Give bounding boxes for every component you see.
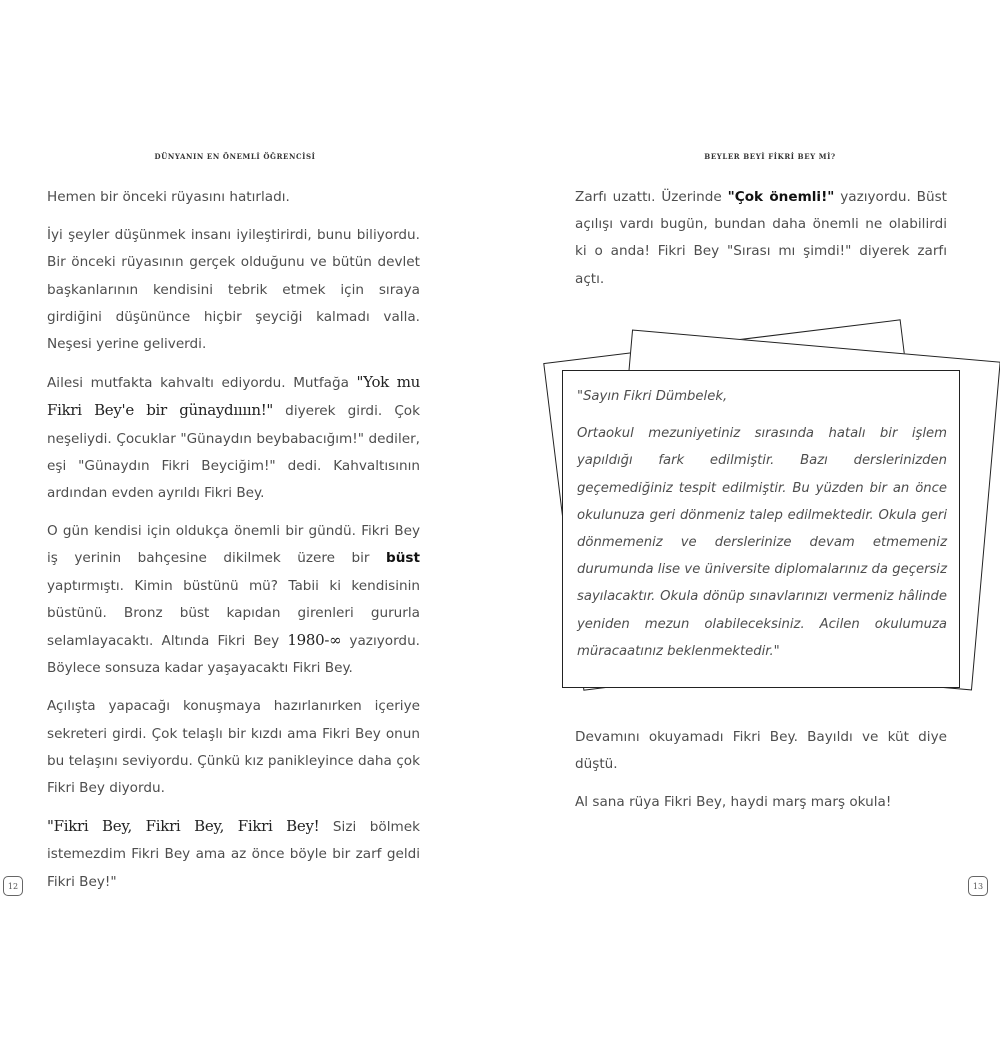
running-header-right: BEYLER BEYİ FİKRİ BEY Mİ? (704, 152, 836, 161)
paragraph-5: Açılışta yapacağı konuşmaya hazırlanırken içeriye sekreteri girdi. Çok telaşlı bir kızdı ama Fikri Bey onun bu telaşını seviyordu. Çünkü kız panikleyince daha çok Fikri Bey diyordu. (47, 698, 420, 797)
bust-inscription: 1980-∞ (287, 631, 342, 650)
paragraph-4-start: O gün kendisi için oldukça önemli bir gündü. Fikri Bey iş yerinin bahçesine dikilmek üzere bir (47, 523, 420, 567)
page-number-right: 13 (968, 876, 988, 896)
letter-salutation: "Sayın Fikri Dümbelek, (577, 389, 728, 404)
right-intro-text (575, 184, 947, 304)
paragraph-4-end: yazıyordu. Böylece sonsuza kadar yaşayacaktı Fikri Bey. (47, 633, 421, 677)
outro-paragraph-1: Devamını okuyamadı Fikri Bey. Bayıldı ve küt diye düştü. (575, 729, 947, 773)
right-page (500, 0, 1000, 1050)
letter-front-sheet (562, 370, 960, 688)
left-body-text (47, 184, 420, 907)
page-number-left: 12 (3, 876, 23, 896)
paragraph-3-end: diyerek girdi. Çok neşeliydi. Çocuklar "Günaydın beybabacığım!" dediler, eşi "Günaydın Fikri Beyciğim!" dedi. Kahvaltısının ardından evden ayrıldı Fikri Bey. (47, 403, 420, 502)
paragraph-1: Hemen bir önceki rüyasını hatırladı. (47, 189, 290, 205)
outro-paragraph-2: Al sana rüya Fikri Bey, haydi marş marş okula! (575, 794, 892, 811)
paragraph-4-middle: yaptırmıştı. Kimin büstünü mü? Tabii ki kendisinin büstünü. Bronz büst kapıdan girenleri gururla selamlayacaktı. Altında Fikri Bey (47, 577, 420, 650)
paragraph-6 (47, 813, 420, 896)
paragraph-3-start: Ailesi mutfakta kahvaltı ediyordu. Mutfağa (47, 375, 357, 392)
secretary-exclamation: "Fikri Bey, Fikri Bey, Fikri Bey! (47, 817, 320, 836)
running-header-left: DÜNYANIN EN ÖNEMLİ ÖĞRENCİSİ (154, 152, 316, 161)
envelope-label: "Çok önemli!" (727, 189, 835, 205)
paragraph-3 (47, 369, 420, 507)
intro-start: Zarfı uzattı. Üzerinde (575, 189, 728, 205)
paragraph-6-end: Sizi bölmek istemezdim Fikri Bey ama az önce böyle bir zarf geldi Fikri Bey!" (47, 819, 420, 890)
letter-body: Ortaokul mezuniyetiniz sırasında hatalı bir işlem yapıldığı fark edilmiştir. Bazı derslerinizden geçemediğiniz tespit edilmiştir. Bu yüzden bir an önce okulunuza geri dönmeniz talep edilmektedir. Okula geri dönmemeniz ve derslerinize devam etmemeniz durumunda lise ve üniversite diplomalarınız da geçersiz sayılacaktır. Okula dönüp sınavlarınızı vermeniz hâlinde yeniden mezun olabileceksiniz. Acilen okulumuza müracaatınız beklenmektedir." (577, 426, 947, 659)
intro-paragraph (575, 184, 947, 293)
bust-word: büst (386, 550, 420, 567)
paragraph-2: İyi şeyler düşünmek insanı iyileştirirdi, bunu biliyordu. Bir önceki rüyasının gerçek olduğunu ve bütün devlet başkanlarının kendisini tebrik etmek için sıraya girdiğini düşününce hiçbir şeyciği kalmadı valla. Neşesi yerine geliverdi. (47, 227, 420, 353)
handwritten-quote: "Yok mu Fikri Bey'e bir günaydıııın!" (47, 373, 420, 420)
paragraph-4 (47, 518, 420, 682)
letter-stack (532, 300, 1000, 710)
intro-end: yazıyordu. Büst açılışı vardı bugün, bundan daha önemli ne olabilirdi ki o anda! Fikri Bey "Sırası mı şimdi!" diyerek zarfı açtı. (575, 189, 947, 287)
right-outro-text (575, 724, 947, 828)
